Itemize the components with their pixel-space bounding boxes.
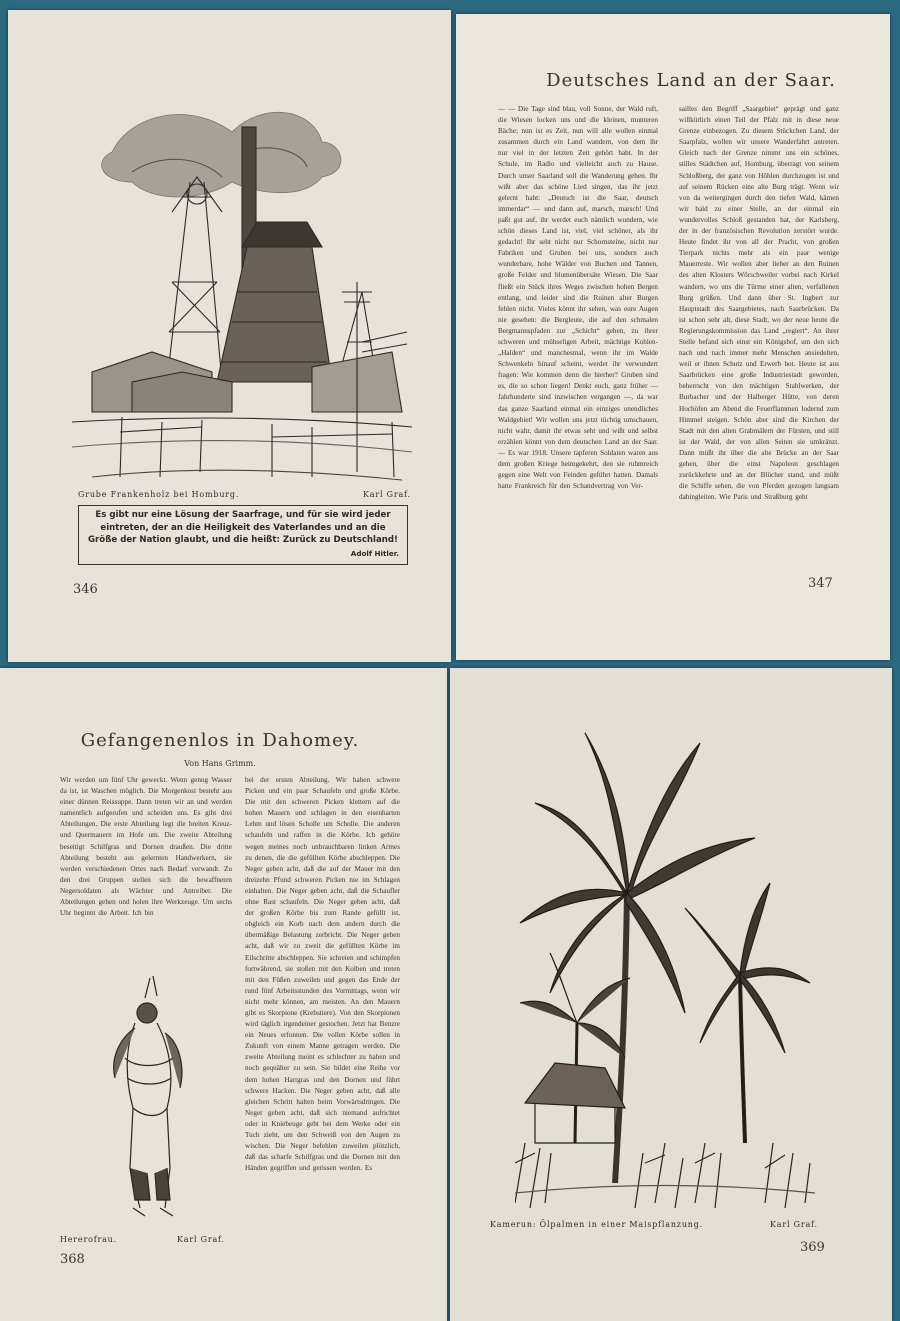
article-title-dahomey: Gefangenenlos in Dahomey. [80,730,360,751]
text-column-1: Wir werden um fünf Uhr geweckt. Wenn genug Wasser da ist, ist Waschen möglich. Die Morgenkost besteht aus einer dünnen Reissuppe. Dann treten wir an und werden namentlich aufgerufen und scheiden uns. Es gibt drei Abteilungen. Die erste Abteilung legt die breiten Kreuz- und Quermauern im Hofe um. Die zweite Abteilung beseitigt Schilfgras und Dornen draußen. Die dritte Abteilung besteht aus gelernten Handwerkern, sie werden verschiedenen Ortes nach Bedarf verwandt. Zu den drei Gruppen stellen sich die bewaffneten Negersoldaten als Wächter und Antreiber. Die Abteilungen gehen und holen ihre Werkzeuge. Um sechs Uhr beginnt die Arbeit. Ich bin [60,776,232,918]
palm-illustration [515,723,815,1223]
illustration-caption: Grube Frankenholz bei Homburg. [78,490,240,499]
page-number-368: 368 [60,1252,85,1267]
page-347 [456,14,890,660]
hitler-quote-box [78,505,408,565]
page-number-347: 347 [808,576,833,591]
illustration-credit: Karl Graf. [770,1220,818,1229]
page-346 [8,10,451,662]
illustration-credit: Karl Graf. [177,1235,225,1244]
page-368 [0,668,447,1321]
illustration-credit: Karl Graf. [363,490,411,499]
text-column-2: bei der ersten Abteilung. Wir haben schwere Picken und ein paar Schaufeln und große Körbe. Die mit den schweren Picken klettern auf die hohen Mauern und schlagen in den eisenharten Lehm und lösen Scholle um Scholle. Die anderen schaufeln und raffen in die Körbe. Ich gehöre wegen meines noch unbrauchbaren linken Armes zu denen, die die gefüllten Körbe abschleppen. Die Neger geben acht, daß die auf der Mauer mit den dreizehn Pfund schweren Picken nie im Schlagen einhalten. Die Neger geben acht, daß die Schaufler ohne Rast schaufeln. Die Neger geben acht, daß der großen Körbe bis zum Rande gefüllt ist, obgleich ein Korb nach dem andern durch die übermäßige Belastung zerbricht. Die Neger geben acht, daß wir zu zweit die gefüllten Körbe im Eilschritte abschleppen. Sie schreien und schimpfen fortwährend, sie stoßen mit den Kolben und treten mit den Füßen zuweilen und gegen das Ende der rund fünf Arbeitsstunden des Vormittags, wenn wir nicht mehr können, am meisten. An den Mauern gibt es Skorpione (Krebstiere). Von den Skorpionen wird täglich irgendeiner gestochen. Jetzt hat Benzre ein Neues erfonnen. Die vollen Körbe sollen in Zukunft von einem Manne getragen werden. Die zweite Abteilung meint es schlechter zu haben und noch gequälter zu sein. Sie bildet eine Reihe vor dem hohen Hartgras und den Dornen und führt schwere Hacken. Die Neger geben acht, daß alle gleichen Schritt halten beim Vorwärtsdringen. Die Neger geben acht, daß sich niemand aufrichtet oder in Kniebeuge geht bei dem Werke oder ein Tuch zieht, um den Schweiß von den Augen zu wischen. Die Neger befehlen zuweilen plötzlich, daß das scharfe Schilfgras und die Dornen mit den Händen gegriffen und gerissen werden. Es [245,776,400,1173]
illustration-caption: Kamerun: Ölpalmen in einer Maispflanzung. [490,1220,703,1229]
text-column-1: — — Die Tage sind blau, voll Sonne, der Wald ruft, die Wiesen locken uns und die kleinen, munteren Bäche; nun ist es Zeit, nun will alle wollen einmal zusammen durch ein Land wandern, von dem ihr nur viel in der letzten Zeit gehört habt. In der Schule, im Radio und vielleicht auch zu Hause. Durch unser Saarland soll die Wanderung gehen. Ihr wißt aber das schöne Lied singen, das ihr jetzt gelernt habt: „Deutsch ist die Saar, deutsch immerdar“ — und dann auf, marsch, marsch! Und paßt gut auf, ihr werdet euch nämlich wundern, wie schön dieses Land ist, viel, viel schöner, als ihr gedacht! Ihr seht nicht nur Schornsteine, nicht nur Fabriken und Gruben bei uns, sondern auch wunderbare, hohe Wälder von Buchen und Tannen, große Felder und blumenübersäte Wiesen. Die Saar fließt ein Stück ihres Weges zwischen hohen Bergen entlang, und leider sind die Ruinen alter Burgen fehlen nicht. Vieles könnt ihr sehen, was eure Augen nie gesehen: die Bergleute, die auf den schmalen Bergmannspfaden zur „Schicht“ gehen, zu ihrer schweren und mühseligen Arbeit, mächtige Kohlen-„Halden“ und manchesmal, wenn ihr im Walde Schwenkeln hinauf scheint, werdet ihr verwundert fragen: Wie kommen denn die hierher? Gruben sind es, die so schon liegen! Denkt euch, ganz früher — Jahrhunderte sind inzwischen vergangen —, da war das ganze Saarland einmal ein einziges unendliches Waldgebiet! Wir wollen uns jetzt tüchtig umschauen, nicht wahr, damit ihr etwas seht und wißt und selbst erzählen könnt von dem deutschen Land an der Saar. — Es war 1918. Unsere tapferen Soldaten waren aus dem großen Kriege heimgekehrt, den sie ruhmreich gegen eine Welt von Feinden geführt hatten. Damals hatte Frankreich für den Schandvertrag von Ver- [498,105,658,491]
byline: Von Hans Grimm. [184,759,256,768]
page-number-369: 369 [800,1240,825,1255]
herero-woman-illustration [95,968,205,1228]
page-369 [450,668,892,1321]
mine-illustration [72,82,412,487]
article-title-saar: Deutsches Land an der Saar. [546,70,836,91]
quote-text: Es gibt nur eine Lösung der Saarfrage, und für sie wird jeder eintreten, der an die Heiligkeit des Vaterlandes und an die Größe der Nation glaubt, und die heißt: Zurück zu Deutschland! [88,510,398,545]
page-number-346: 346 [73,582,98,597]
illustration-caption: Hererofrau. [60,1235,117,1244]
quote-author: Adolf Hitler. [350,548,399,558]
text-column-2: sailles den Begriff „Saargebiet“ geprägt und ganz willkürlich einen Teil der Pfalz mit in diese neue Grenze einbezogen. Zu diesem Stückchen Land, der Saarpfalz, wollen wir unsere Wanderfahrt antreten. Gleich nach der Grenze nimmt uns ein schönes, stilles Städtchen auf, Homburg, überragt von seinem Schloßberg, der ganz von Höhlen durchzogen ist und auf seinem Rücken eine alte Burg trägt. Wenn wir von da weitergingen durch den tiefen Wald, kämen wir bald zu einer Stelle, an der einmal ein wundervolles Schloß gestanden hat, der Karlsberg, der in der französischen Revolution zerstört wurde. Heute findet ihr von all der Pracht, von großen Tierpark nichts mehr als ein paar wenige Mauerreste. Wir wollen aber lieber an den Ruinen des alten Klosters Wörschweiler vorbei nach Kirkel wandern, wo uns die Türme einer alten, verfallenen Burg grüßen. Und dann über St. Ingbert zur Hauptstadt des Saargebietes, nach Saarbrücken. Da ist schon sehr alt, diese Stadt, wo der neue heute die Regierungskommission das Land „regiert“. An ihrer Stelle befand sich einst ein Königshof, um den sich nach und nach immer mehr Menschen ansiedelten, weil er ihnen Schutz und Erwerb bot. Heute ist aus Saarbrücken eine große Industriestadt geworden, beherrscht von den mächtigen Stahlwerken, der Burbacher und der Halberger Hütte, von deren Hochöfen am Abend die Feuerflammen lodernd zum Himmel steigen. Schön aber sind die Kirchen der Stadt mit den alten Grabmälern der Fürsten, und still ist der Wald, der von allen Seiten sie umkränzt. Dann müßt ihr über die alte Brücke an der Saar gehen, über die einst Napoleon geschlagen zurückkehrte und an der Blücher stand, und müßt die Schiffe sehen, die von Pferden gezogen langsam dahingleiten. Wie Paris und Straßburg geht [679,105,839,502]
